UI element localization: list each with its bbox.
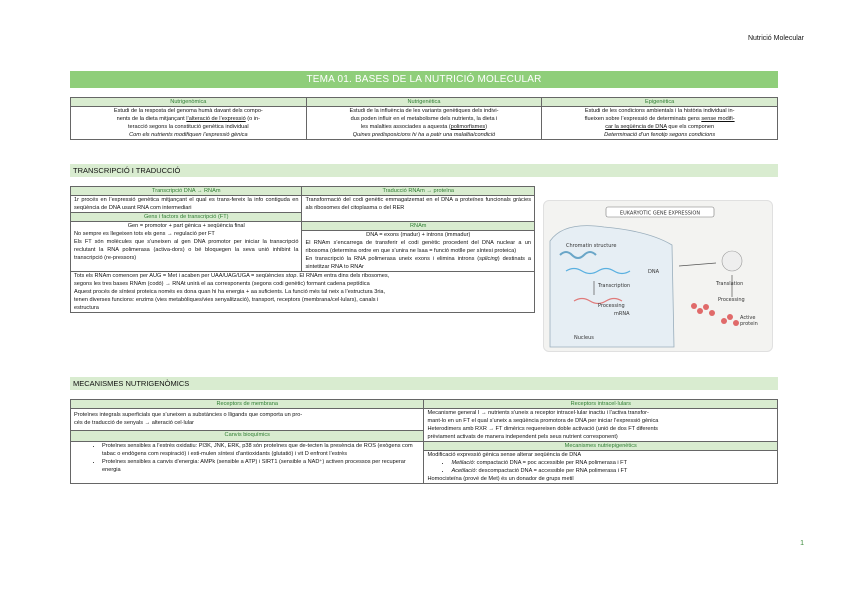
sintesi-proteica-body: Tots els RNAm comencen per AUG = Met i acaben per UAA/UAG/UGA = seqüències stop. El RNAm entra dins dels ribosomes, segons les tres bases RNAm (codó) → RNAt unirà el aa corresponents (segons codi genètic) formant cadena peptídica Aquest procés de síntesi proteica només es dona quan hi ha energia + aa suficients. La funció més tal neix a l’estructura 3ria, tenen diverses funcions: enzims (vies metabòliques/vies senyalització), transport, receptors (membrana/cel·lulars), canals i estructura (71, 272, 535, 313)
nutrigenomica-heading: Nutrigenòmica (71, 98, 307, 107)
nutriepigenetics-heading: Mecanismes nutriepigenètics (424, 442, 778, 451)
arrow-right (679, 263, 716, 266)
traduccio-heading: Traducció RNAm → proteïna (302, 187, 535, 196)
protein-bead (703, 304, 709, 310)
receptors-intracel-heading: Receptors intracel·lulars (424, 400, 778, 409)
list-item: • Proteïnes sensibles a l’estrès oxidatiu: PI3K, JNK, ERK, p38 són proteïnes que de-tecten la presència de ROS (exògens com tabac o endògens com respiració) i esti-mulen síntesi d’antioxidants (glutatió) i vit D enfront l’estrès (102, 442, 420, 458)
protein-bead (709, 310, 715, 316)
canvis-bioquimics-heading: Canvis bioquímics (71, 430, 424, 441)
page-number: 1 (800, 540, 804, 547)
protein-bead (733, 320, 739, 326)
nutriepigenetics-body: Modificació expressió gènica sense alterar seqüència de DNA • Metilació: compactació DNA = poc accessible per RNA polimerasa i FT • Acetilació: descompactació DNA = accessible per RNA polimerasa i FT Homocisteïna (prové de Met) és un donador de grups metil (424, 451, 778, 484)
label-mrna: mRNA (614, 311, 630, 317)
gene-expression-figure (543, 200, 773, 352)
transcripcio-heading: Transcripció DNA → RNAm (71, 187, 302, 196)
page-title: TEMA 01. BASES DE LA NUTRICIÓ MOLECULAR (70, 71, 778, 88)
nutrigenetica-cell: Estudi de la influència de les variants genètiques dels indivi- dus poden influir en el metabolisme dels nutrients, la dieta i les malalties associades a aquesta (polimorfismes) Quines predisposicions hi ha a patir una malaltia/condició (306, 107, 542, 140)
traduccio-body: Transformació del codi genètic emmagatzemat en el DNA a proteïnes funcionals gràcies als ribosomes del citoplasma o del RER (302, 196, 535, 222)
protein-bead (697, 308, 703, 314)
gens-heading: Gens i factors de transcripció (FT) (71, 213, 302, 222)
rnam-body: DNA = exons (madur) + introns (immadur) El RNAm s’encarrega de transferir el codi genètic procedent del DNA nuclear a un ribosoma (determina ordre en que s’unira ne lsaa = funció motlle per síntesi proteica) En transcripció la RNA polimerasa uneix exons i elimina introns (splicing) destinats a sintetitzar RNA to RNAr (302, 231, 535, 272)
transcripcio-table (70, 186, 535, 313)
label-active: Active (740, 315, 756, 321)
label-processing: Processing (598, 303, 625, 309)
intro-table (70, 97, 778, 140)
nutrigenetica-heading: Nutrigenètica (306, 98, 542, 107)
gene-expression-diagram (544, 201, 772, 351)
label-chromatin: Chromatin structure (566, 243, 617, 249)
list-item: • Acetilació: descompactació DNA = accessible per RNA polimerasa i FT (451, 467, 774, 475)
transcripcio-body: 1r procés en l’expressió genètica mitjançant el qual es trans-fereix la info contiguda en seqüència de DNA usant RNA com intermediari (71, 196, 302, 213)
rnam-heading: RNAm (302, 222, 535, 231)
label-processing-2: Processing (718, 297, 745, 303)
canvis-bioquimics-body (71, 442, 424, 484)
list-item: • Proteïnes sensibles a canvis d’energia: AMPk (sensible a ATP) i SIRT1 (sensible a NAD⁺) activen processos per recuperar energia (102, 458, 420, 474)
label-dna: DNA (648, 269, 660, 275)
figure-title: EUKARYOTIC GENE EXPRESSION (619, 210, 701, 217)
receptors-intracel-body: Mecanisme general I → nutrients s’uneix a receptor intracel·lular inactiu i l’activa transfor- mant-lo en un FT el qual s’uneix a seqüència promotora de DNA per iniciar l’expressió gènica Heterodimers amb RXR → FT dimèrics requereixen doble activació (unió de dos FT diferents prèviament activats de manera independent pels seus nutrient corresponent) (424, 409, 778, 442)
label-transcription: Transcription (598, 283, 631, 289)
protein-bead (691, 303, 697, 309)
epigenetica-cell: Estudi de les condicions ambientals i la història individual in- flueixen sobre l’expressió de determinats gens sense modifi- car la seqüència de DNA que els componen Determinació d’un fenotip segons condicions (542, 107, 778, 140)
mecanismes-table (70, 399, 778, 484)
section-transcripcio: TRANSCRIPCIÓ I TRADUCCIÓ (70, 164, 778, 177)
protein-bead (727, 314, 733, 320)
receptors-membrana-heading: Receptors de membrana (71, 400, 424, 409)
receptors-membrana-body: Proteïnes integrals superficials que s’uneixen a substàncies o lligands que comporta un pro- cés de traducció de senyals → alteració cel·lular (71, 409, 424, 431)
section-mecanismes: MECANISMES NUTRIGENÒMICS (70, 377, 778, 390)
label-nucleus: Nucleus (574, 335, 594, 341)
course-header: Nutrició Molecular (747, 35, 804, 42)
ribosome-shape (722, 251, 742, 271)
list-item: • Metilació: compactació DNA = poc accessible per RNA polimerasa i FT (451, 459, 774, 467)
epigenetica-heading: Epigenètica (542, 98, 778, 107)
nutrigenomica-cell: Estudi de la resposta del genoma humà davant dels compo- nents de la dieta mitjançant l’alteració de l’expressió (o in- teracció segons la constitució genètica individual Com els nutrients modifiquen l’expressió gènica (71, 107, 307, 140)
gens-body: Gen = promotor + part gènica + seqüència final No sempre es llegeixen tots els gens → regulació per FT Els FT són molècules que s’uneixen al gen DNA promotor per iniciar la transcripció reclutant la RNA polimerasa (activa-dors) o bé bloquegen la seva unió inhibint la transcripció (re-pressors) (71, 222, 302, 272)
label-translation: Translation (716, 281, 744, 287)
protein-bead (721, 318, 727, 324)
label-protein: protein (740, 321, 758, 327)
